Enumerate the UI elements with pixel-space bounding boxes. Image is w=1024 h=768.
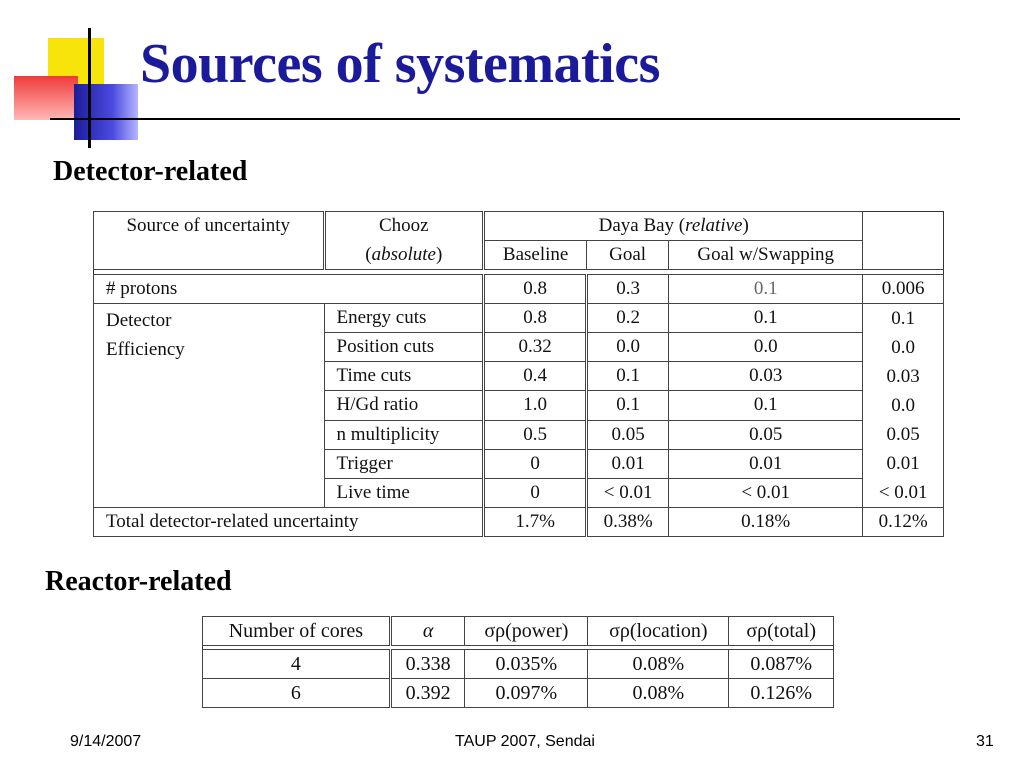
row-label: Trigger xyxy=(324,449,484,478)
cell-swap: 0.12% xyxy=(863,508,944,537)
cell-baseline: 0.05 xyxy=(587,420,669,449)
cell-baseline: 0.3 xyxy=(587,275,669,304)
cell-baseline: 0.0 xyxy=(587,333,669,362)
vertical-rule xyxy=(88,28,91,148)
title-underline xyxy=(50,118,960,120)
cell-swap: 0.01 xyxy=(886,453,920,474)
footer-page-number: 31 xyxy=(976,733,994,750)
row-label: Time cuts xyxy=(324,362,484,391)
footer-event: TAUP 2007, Sendai xyxy=(455,733,595,750)
detector-section-heading: Detector-related xyxy=(53,156,248,187)
cell-power: 0.097% xyxy=(465,679,588,708)
header-power: σρ(power) xyxy=(465,617,588,646)
cell-goal: 0.18% xyxy=(669,508,863,537)
reactor-uncertainty-table xyxy=(202,616,834,708)
cell-power: 0.035% xyxy=(465,650,588,679)
header-location: σρ(location) xyxy=(588,617,729,646)
cell-swap: 0.0 xyxy=(891,395,916,416)
footer-date: 9/14/2007 xyxy=(70,733,142,750)
cell-alpha: 0.338 xyxy=(390,650,465,679)
cell-chooz: 0 xyxy=(484,449,587,478)
cell-swap: 0.03 xyxy=(886,366,920,387)
cell-goal: 0.03 xyxy=(669,362,863,391)
header-alpha: α xyxy=(390,617,465,646)
row-label: Energy cuts xyxy=(324,304,484,333)
swap-column xyxy=(863,304,944,508)
cell-goal: 0.01 xyxy=(669,449,863,478)
cell-total: 0.087% xyxy=(729,650,834,679)
header-baseline: Baseline xyxy=(484,241,587,270)
table-row xyxy=(94,304,944,333)
slide-title: Sources of systematics xyxy=(140,33,660,95)
cell-baseline: 0.38% xyxy=(587,508,669,537)
cell-alpha: 0.392 xyxy=(390,679,465,708)
table-row xyxy=(203,679,834,708)
cell-baseline: 0.01 xyxy=(587,449,669,478)
cell-swap: 0.05 xyxy=(886,424,920,445)
cell-swap: < 0.01 xyxy=(878,482,928,503)
cell-chooz: 1.7% xyxy=(484,508,587,537)
cell-chooz: 0.4 xyxy=(484,362,587,391)
cell-baseline: 0.2 xyxy=(587,304,669,333)
cell-location: 0.08% xyxy=(588,679,729,708)
row-label: H/Gd ratio xyxy=(324,391,484,420)
cell-cores: 4 xyxy=(203,650,391,679)
cell-goal: 0.05 xyxy=(669,420,863,449)
cell-goal: 0.1 xyxy=(669,391,863,420)
table-row xyxy=(94,275,944,304)
efficiency-group-label: Detector Efficiency xyxy=(94,304,325,508)
cell-goal: < 0.01 xyxy=(669,478,863,507)
row-label-protons: # protons xyxy=(94,275,484,304)
row-label: Position cuts xyxy=(324,333,484,362)
cell-goal: 0.1 xyxy=(669,275,863,304)
detector-uncertainty-table xyxy=(93,211,944,537)
cell-baseline: < 0.01 xyxy=(587,478,669,507)
header-dayabay: Daya Bay (relative) xyxy=(484,212,863,241)
cell-chooz: 0.8 xyxy=(484,304,587,333)
cell-location: 0.08% xyxy=(588,650,729,679)
header-total: σρ(total) xyxy=(729,617,834,646)
header-cores: Number of cores xyxy=(203,617,391,646)
red-square-decoration xyxy=(14,76,78,120)
row-label-total: Total detector-related uncertainty xyxy=(94,508,484,537)
cell-chooz: 0.5 xyxy=(484,420,587,449)
cell-baseline: 0.1 xyxy=(587,391,669,420)
header-chooz-sub: (absolute) xyxy=(324,241,484,270)
cell-chooz: 0 xyxy=(484,478,587,507)
table-header-row xyxy=(94,212,944,241)
cell-swap: 0.006 xyxy=(863,275,944,304)
cell-goal: 0.1 xyxy=(669,304,863,333)
row-label: n multiplicity xyxy=(324,420,484,449)
cell-swap: 0.1 xyxy=(891,308,916,329)
blue-square-decoration xyxy=(74,84,138,140)
slide-logo-decoration xyxy=(0,0,140,150)
reactor-section-heading: Reactor-related xyxy=(45,566,232,597)
cell-baseline: 0.1 xyxy=(587,362,669,391)
cell-chooz: 0.8 xyxy=(484,275,587,304)
cell-total: 0.126% xyxy=(729,679,834,708)
header-goal-swapping: Goal w/Swapping xyxy=(669,241,863,270)
cell-cores: 6 xyxy=(203,679,391,708)
row-label: Live time xyxy=(324,478,484,507)
header-source: Source of uncertainty xyxy=(94,212,325,270)
cell-goal: 0.0 xyxy=(669,333,863,362)
cell-swap: 0.0 xyxy=(891,337,916,358)
cell-chooz: 1.0 xyxy=(484,391,587,420)
header-chooz: Chooz xyxy=(324,212,484,241)
header-goal: Goal xyxy=(587,241,669,270)
table-header-row xyxy=(203,617,834,646)
table-total-row xyxy=(94,508,944,537)
cell-chooz: 0.32 xyxy=(484,333,587,362)
table-row xyxy=(203,650,834,679)
